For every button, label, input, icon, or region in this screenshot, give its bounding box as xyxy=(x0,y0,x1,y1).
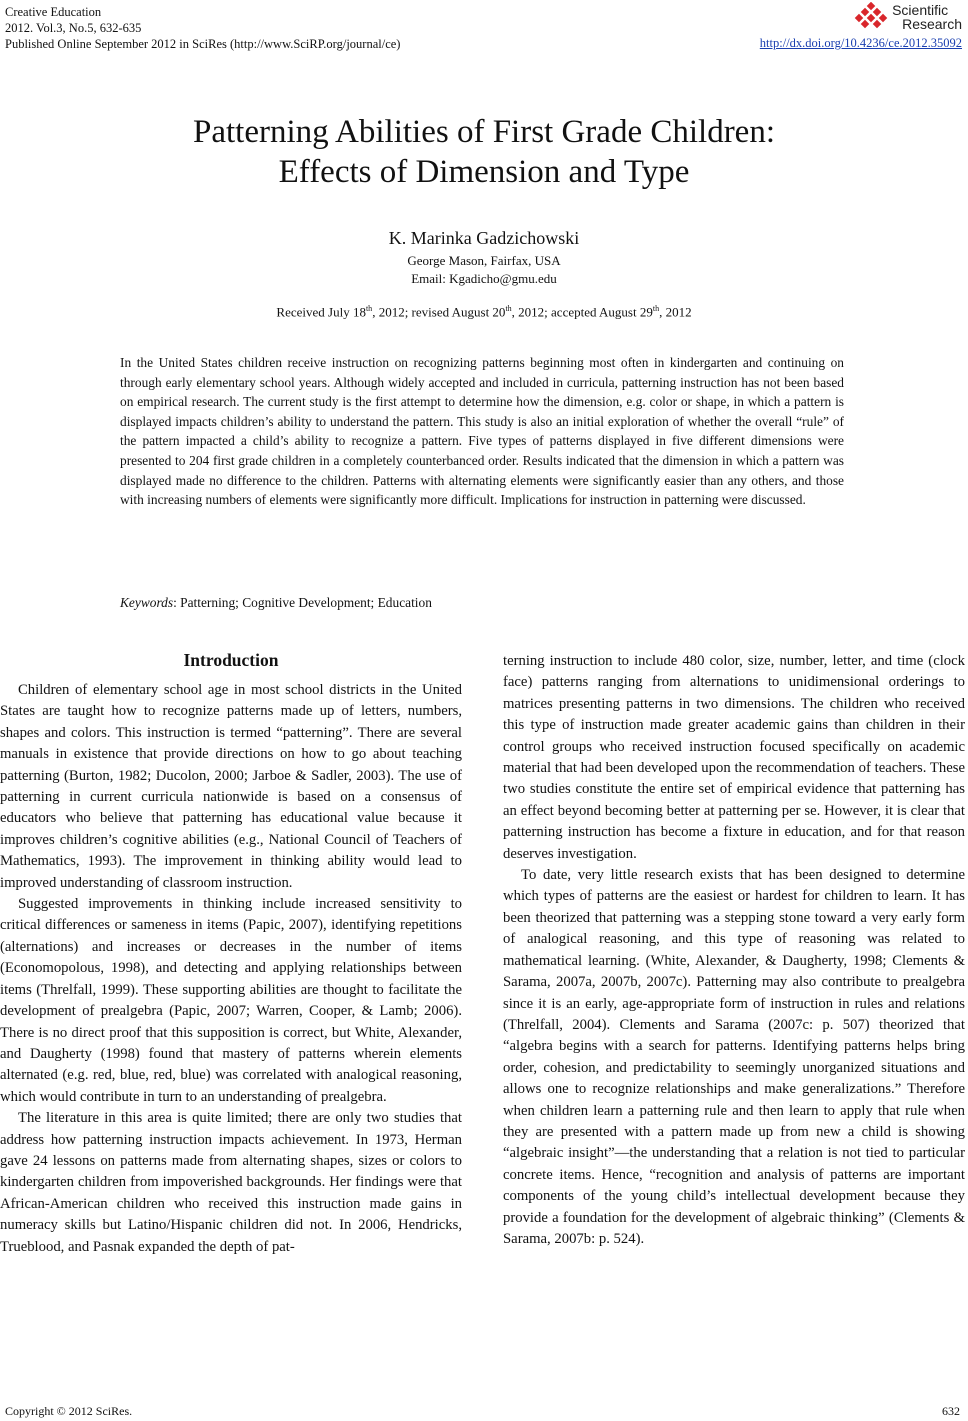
paragraph: Suggested improvements in thinking include increased sensitivity to critical differences or sameness in items (Papic, 2007), identifying repetitions (alternations) and increases or decreases in the number of items (Economopolous, 1998), and detecting and applying relationships between items (Threlfall, 1999). These supporting abilities are thought to facilitate the development of prealgebra (Papic, 2007; Warren, Cooper, & Lamb; 2006). There is no direct proof that this supposition is correct, but White, Alexander, and Daugherty (1998) found that mastery of patterns wherein elements alternated (e.g. red, blue, red, blue) was correlated with analogical reasoning, which would contribute in turn to an understanding of prealgebra. xyxy=(0,896,462,1105)
paragraph: terning instruction to include 480 color, size, number, letter, and time (clock face) patterns ranging from alternations to unidimensional orderings to matrices presenting patterns in two dimensions. The children who received this type of instruction made greater academic gains than children in their control groups who received instruction focused specifically on academic material that had been developed upon the recommendation of teachers. These two studies constitute the entire set of empirical evidence that patterning has an effect beyond becoming better at patterning per se. However, it is clear that patterning instruction has become a fixture in education, and for that reason deserves investigation. xyxy=(503,653,965,862)
section-heading-introduction: Introduction xyxy=(183,650,279,670)
publisher-logo xyxy=(854,2,962,32)
doi-link[interactable]: http://dx.doi.org/10.4236/ce.2012.35092 xyxy=(759,36,962,50)
journal-header xyxy=(5,4,400,52)
page-number: 632 xyxy=(942,1404,960,1418)
logo-text: Scientific Research xyxy=(892,2,962,32)
journal-name: Creative Education xyxy=(5,5,102,19)
scientific-research-logo-icon xyxy=(854,2,888,32)
author-name: K. Marinka Gadzichowski xyxy=(388,228,580,248)
copyright-footer: Copyright © 2012 SciRes. xyxy=(5,1404,133,1418)
abstract: In the United States children receive instruction on recognizing patterns beginning most often in kindergarten and continuing on through early elementary school years. Although widely accepted and included in curricula, patterning instruction has not been based on empirical research. The current study is the first attempt to determine how the dimension, e.g. color or shape, in which a pattern is displayed impacts children’s ability to understand the pattern. This study is also an initial exploration of whether the overall “rule” of the pattern impacted a child’s ability to recognize a pattern. Five types of patterns displayed in five different dimensions were presented to 204 first grade children in a completely counterbanced order. Results indicated that the dimension in which a pattern was displayed made no difference to the children. Patterns with alternating elements were significantly easier than any others, and those with increasing numbers of elements were significantly more difficult. Implications for instruction in patterning were discussed. xyxy=(120,355,844,508)
left-column xyxy=(0,648,462,1258)
paragraph: To date, very little research exists that has been designed to determine which types of patterns are the easiest or hardest for children to learn. It has been theorized that patterning was a stepping stone toward a very early form of analogical reasoning, and this type of reasoning was related to mathematical learning. (White, Alexander, & Daugherty, 1998; Clements & Sarama, 2007a, 2007b, 2007c). Patterning may also contribute to prealgebra since it is an early, age-appropriate form of instruction in rules and relations (Threlfall, 2004). Clements and Sarama (2007c: p. 507) theorized that “algebra begins with a search for patterns. Identifying patterns helps bring order, cohesion, and predictability to seemingly unorganized situations and allows one to recognize relationships and make generalizations.” Therefore when children learn a patterning rule and then learn to apply that rule when they are presented with a pattern made up from new a child is showing “algebraic insight”—the understanding that a relation is not tied to particular concrete items. Hence, “recognition and analysis of patterns are important components of the young child’s intellectual development because they provide a foundation for the development of algebraic thinking” (Clements & Sarama, 2007b: p. 524). xyxy=(503,867,965,1247)
published-info: Published Online September 2012 in SciRes (http://www.SciRP.org/journal/ce) xyxy=(5,37,401,51)
volume-info: 2012. Vol.3, No.5, 632-635 xyxy=(5,21,142,35)
author-affiliation: George Mason, Fairfax, USA Email: Kgadicho@gmu.edu xyxy=(0,252,968,288)
right-column xyxy=(503,651,965,1250)
received-dates: Received July 18th, 2012; revised August 20th, 2012; accepted August 29th, 2012 xyxy=(276,304,692,320)
paragraph: The literature in this area is quite limited; there are only two studies that address how patterning instruction impacts achievement. In 1973, Herman gave 24 lessons on patterns made from alternating shapes, sizes or colors to kindergarten children from impoverished backgrounds. Her findings were that African-American children who received this instruction made gains in numeracy skills but Latino/Hispanic children did not. In 2006, Hendricks, Trueblood, and Pasnak expanded the depth of pat- xyxy=(0,1110,462,1255)
paper-title: Patterning Abilities of First Grade Children: Effects of Dimension and Type xyxy=(192,114,775,190)
author-email: Email: Kgadicho@gmu.edu xyxy=(411,271,557,286)
keywords: Keywords: Patterning; Cognitive Development; Education xyxy=(120,595,432,610)
paragraph: Children of elementary school age in most school districts in the United States are taught how to recognize patterns made up of letters, numbers, shapes and colors. This instruction is termed “patterning”. There are several manuals in existence that provide directions on how to go about teaching patterning (Burton, 1982; Ducolon, 2000; Jarboe & Sadler, 2003). The use of patterning in current curricula nationwide is based on a consensus of educators who believe that patterning has educational value because it improves children’s cognitive abilities (e.g., National Council of Teachers of Mathematics, 1993). The improvement in thinking ability would lead to improved understanding of classroom instruction. xyxy=(0,682,462,891)
